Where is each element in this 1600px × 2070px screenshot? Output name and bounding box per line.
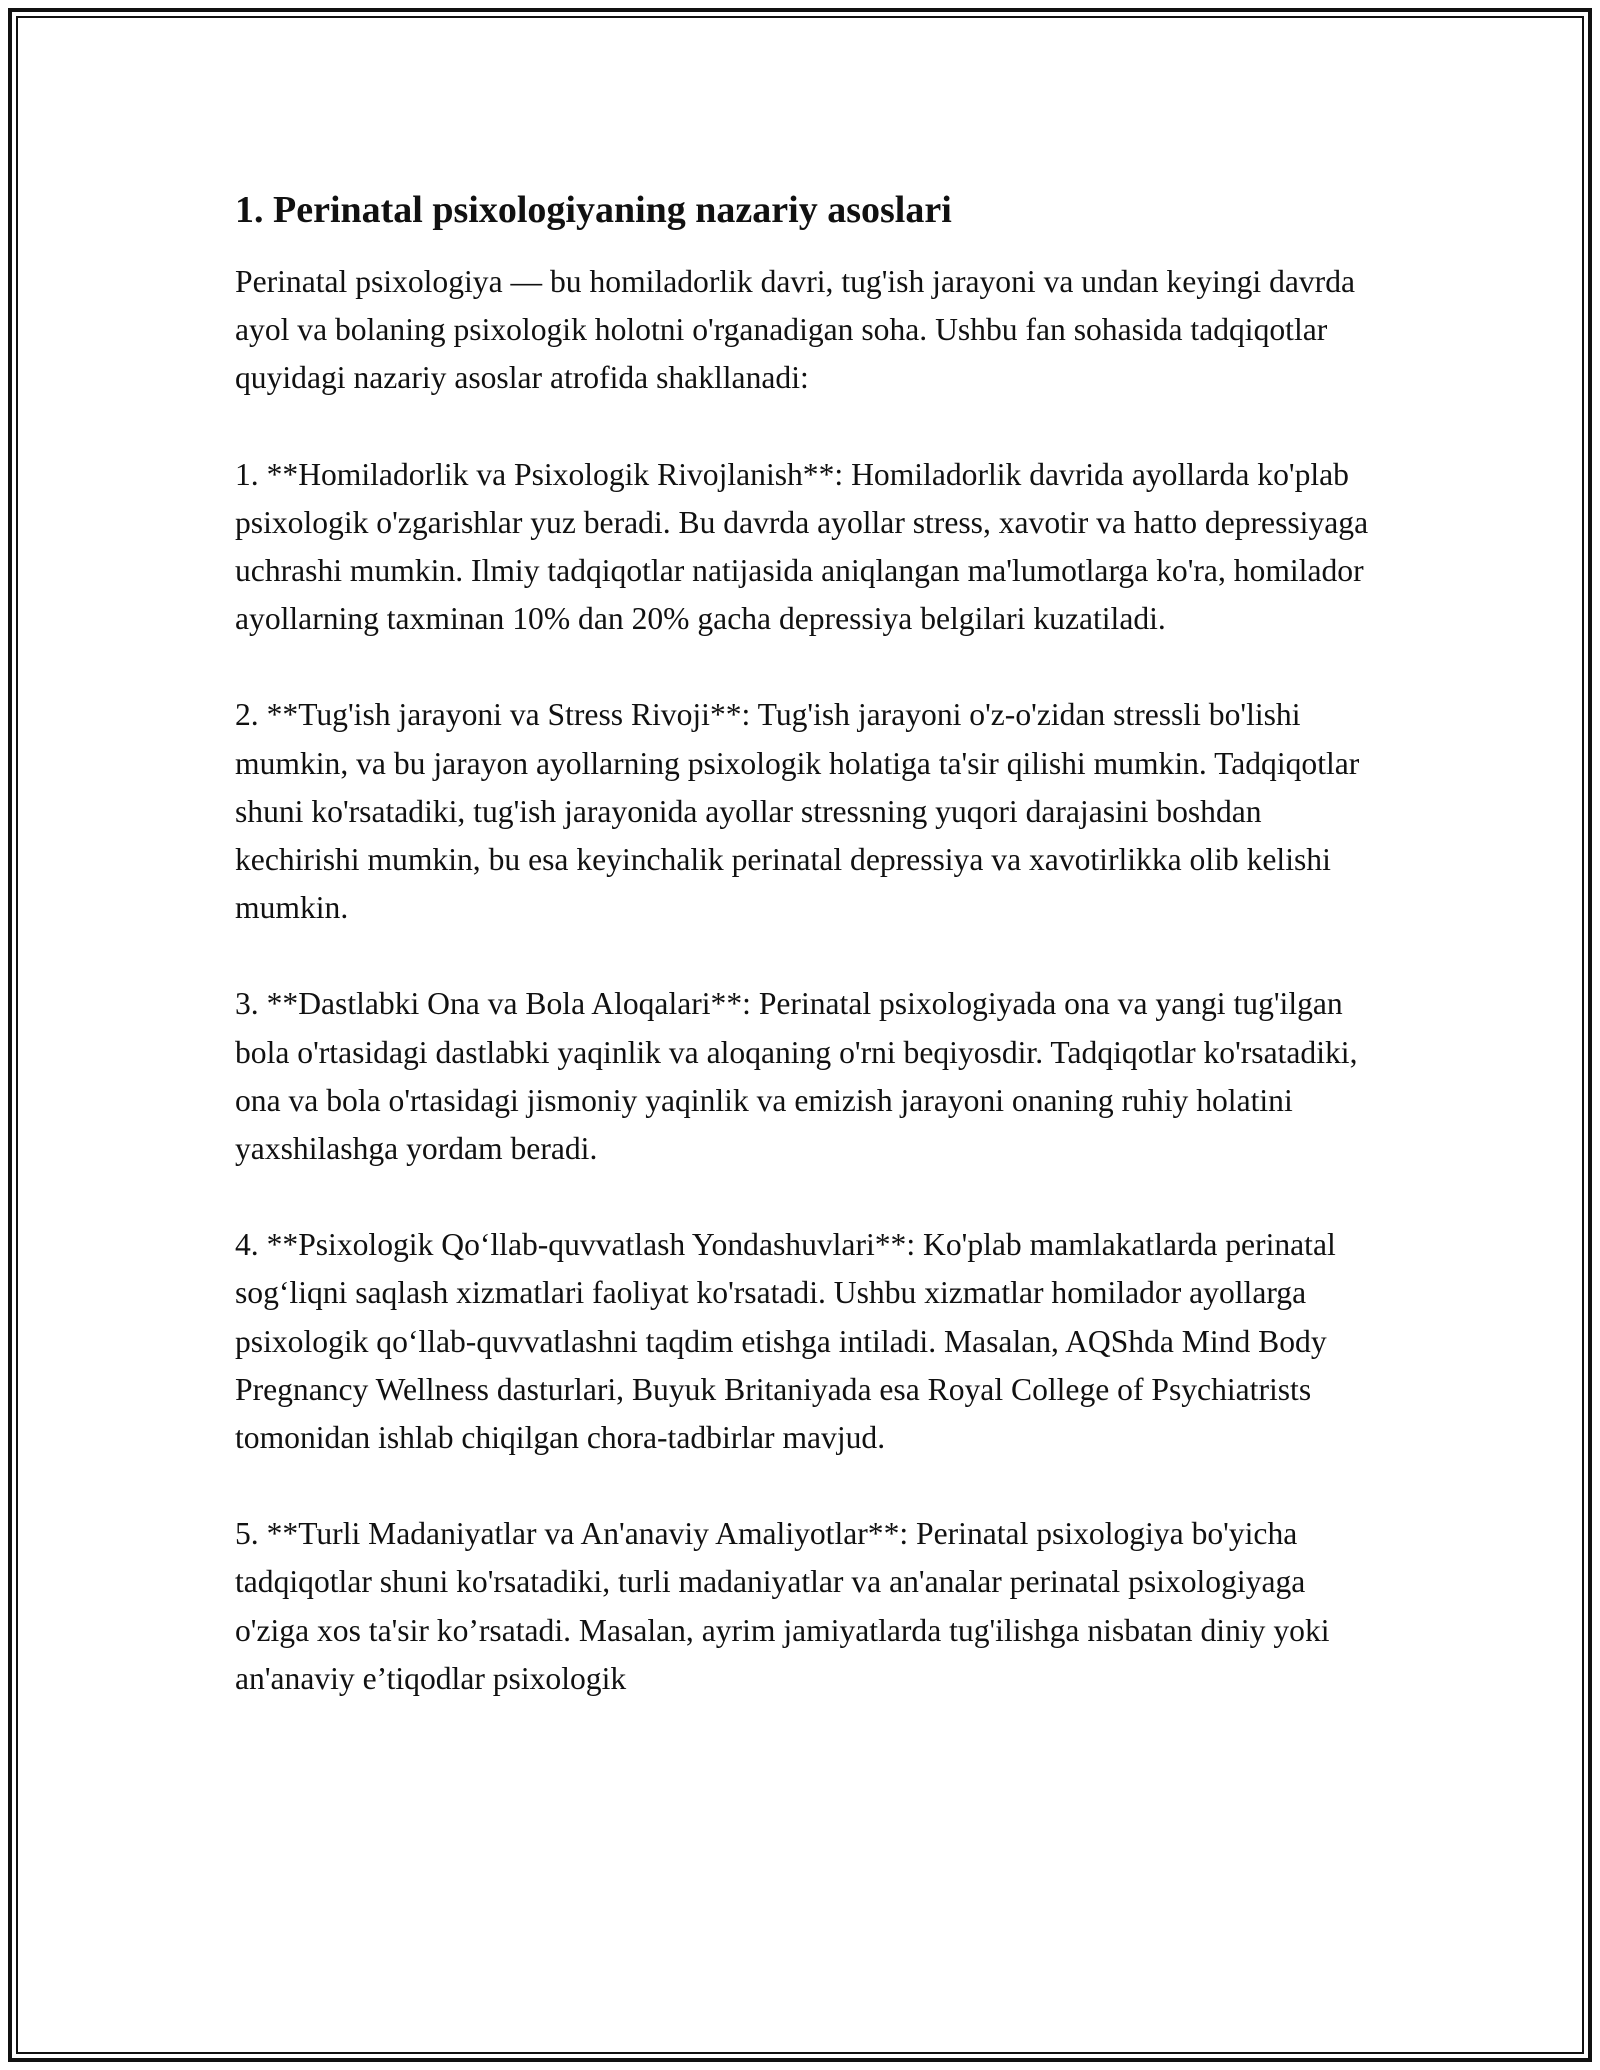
document-body [235, 186, 1375, 1703]
section-heading: 1. Perinatal psixologiyaning nazariy asoslari [235, 189, 952, 231]
list-item-support-approaches: 4. **Psixologik Qo‘llab-quvvatlash Yondashuvlari**: Ko'plab mamlakatlarda perinatal sog‘liqni saqlash xizmatlari faoliyat ko'rsatadi. Ushbu xizmatlar homilador ayollarga psixologik qo‘llab-quvvatlashni taqdim etishga intiladi. Masalan, AQShda Mind Body Pregnancy Wellness dasturlari, Buyuk Britaniyada esa Royal College of Psychiatrists tomonidan ishlab chiqilgan chora-tadbirlar mavjud. [235, 1227, 1336, 1456]
intro-paragraph: Perinatal psixologiya — bu homiladorlik davri, tug'ish jarayoni va undan keyingi davrda ayol va bolaning psixologik holotni o'rganadigan soha. Ushbu fan sohasida tadqiqotlar quyidagi nazariy asoslar atrofida shakllanadi: [235, 264, 1356, 396]
list-item-cultural-practices: 5. **Turli Madaniyatlar va An'anaviy Amaliyotlar**: Perinatal psixologiya bo'yicha tadqiqotlar shuni ko'rsatadiki, turli madaniyatlar va an'analar perinatal psixologiyaga o'ziga xos ta'sir ko’rsatadi. Masalan, ayrim jamiyatlarda tug'ilishga nisbatan diniy yoki an'anaviy e’tiqodlar psixologik [235, 1516, 1330, 1696]
list-item-birth-stress: 2. **Tug'ish jarayoni va Stress Rivoji**: Tug'ish jarayoni o'z-o'zidan stressli bo'lishi mumkin, va bu jarayon ayollarning psixologik holatiga ta'sir qilishi mumkin. Tadqiqotlar shuni ko'rsatadiki, tug'ish jarayonida ayollar stressning yuqori darajasini boshdan kechirishi mumkin, bu esa keyinchalik perinatal depressiya va xavotirlikka olib kelishi mumkin. [235, 697, 1360, 926]
list-item-pregnancy-development: 1. **Homiladorlik va Psixologik Rivojlanish**: Homiladorlik davrida ayollarda ko'plab psixologik o'zgarishlar yuz beradi. Bu davrda ayollar stress, xavotir va hatto depressiyaga uchrashi mumkin. Ilmiy tadqiqotlar natijasida aniqlangan ma'lumotlarga ko'ra, homilador ayollarning taxminan 10% dan 20% gacha depressiya belgilari kuzatiladi. [235, 456, 1369, 637]
list-item-mother-child-bond: 3. **Dastlabki Ona va Bola Aloqalari**: Perinatal psixologiyada ona va yangi tug'ilgan bola o'rtasidagi dastlabki yaqinlik va aloqaning o'rni beqiyosdir. Tadqiqotlar ko'rsatadiki, ona va bola o'rtasidagi jismoniy yaqinlik va emizish jarayoni onaning ruhiy holatini yaxshilashga yordam beradi. [235, 986, 1358, 1167]
